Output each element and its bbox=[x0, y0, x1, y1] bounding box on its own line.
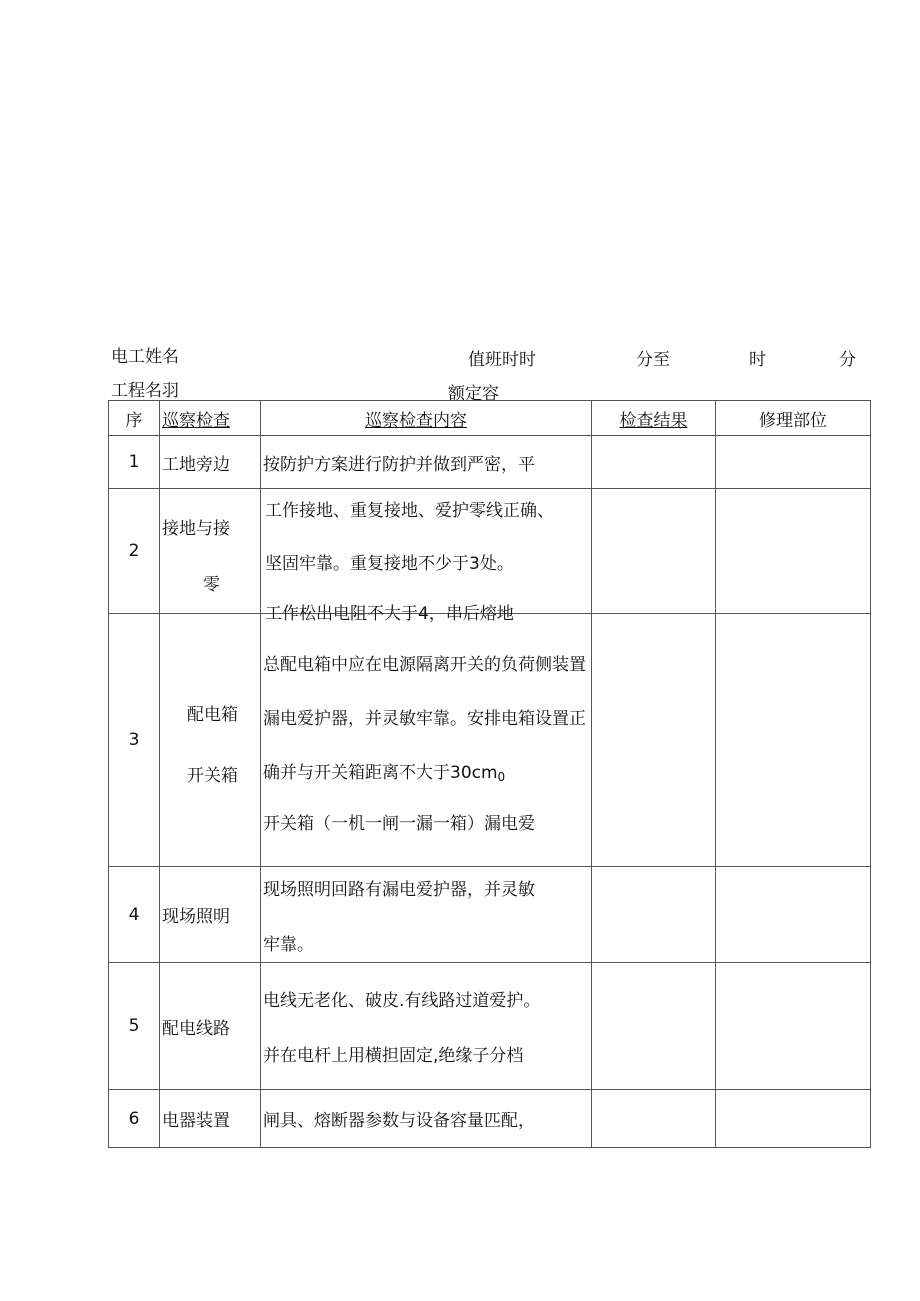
row-category bbox=[160, 614, 261, 867]
result-cell[interactable] bbox=[592, 1090, 716, 1148]
rated-capacity-label: 额定容 bbox=[448, 384, 499, 404]
electrician-name-label: 电工姓名 bbox=[111, 347, 179, 367]
content-line: 电线无老化、破皮.有线路过道爱护。 bbox=[263, 991, 541, 1011]
row-number: 2 bbox=[109, 489, 160, 614]
header-patrol-content-cell bbox=[261, 401, 592, 436]
table-row bbox=[109, 614, 871, 867]
header-patrol-item: 巡察检查 bbox=[162, 410, 230, 431]
result-cell[interactable] bbox=[592, 489, 716, 614]
content-subscript: 0 bbox=[497, 770, 506, 784]
category-line: 零 bbox=[203, 574, 220, 595]
repair-location-cell[interactable] bbox=[716, 614, 871, 867]
result-cell[interactable] bbox=[592, 436, 716, 489]
result-cell[interactable] bbox=[592, 867, 716, 963]
table-row bbox=[109, 489, 871, 614]
row-content bbox=[261, 436, 592, 489]
row-category bbox=[160, 963, 261, 1090]
content-line: 坚固牢靠。重复接地不少于3处。 bbox=[265, 554, 514, 574]
repair-location-cell[interactable] bbox=[716, 436, 871, 489]
row-number: 3 bbox=[109, 614, 160, 867]
project-name-label: 工程名羽 bbox=[111, 381, 179, 401]
header-seq: 序 bbox=[109, 401, 160, 436]
row-number: 4 bbox=[109, 867, 160, 963]
table-row bbox=[109, 963, 871, 1090]
content-line bbox=[263, 758, 591, 784]
row-content bbox=[261, 614, 592, 867]
table-row bbox=[109, 436, 871, 489]
content-clip bbox=[263, 489, 591, 624]
row-number: 5 bbox=[109, 963, 160, 1090]
row-category bbox=[160, 436, 261, 489]
result-cell[interactable] bbox=[592, 614, 716, 867]
minute-to-label: 分至 bbox=[636, 350, 670, 370]
row-category bbox=[160, 867, 261, 963]
content-line: 牢靠。 bbox=[263, 934, 314, 955]
row-content bbox=[261, 867, 592, 963]
category-line: 配电箱 bbox=[187, 705, 238, 725]
content-line: 漏电爱护器，并灵敏牢靠。安排电箱设置正 bbox=[263, 709, 586, 729]
category-line: 电器装置 bbox=[162, 1111, 230, 1131]
row-category bbox=[160, 1090, 261, 1148]
row-category bbox=[160, 489, 261, 614]
row-content bbox=[261, 489, 592, 624]
header-result: 检查结果 bbox=[619, 410, 688, 431]
repair-location-cell[interactable] bbox=[716, 963, 871, 1090]
content-line: 现场照明回路有漏电爱护器，并灵敏 bbox=[263, 879, 535, 900]
content-text: 确并与开关箱距离不大于30cm bbox=[263, 763, 498, 783]
minute-label: 分 bbox=[839, 350, 856, 370]
category-line: 接地与接 bbox=[162, 518, 230, 539]
duty-time-label: 值班时时 bbox=[468, 350, 536, 370]
header-result-cell bbox=[592, 401, 716, 436]
row-number: 1 bbox=[109, 436, 160, 489]
table-header-row bbox=[109, 401, 871, 436]
repair-location-cell[interactable] bbox=[716, 1090, 871, 1148]
repair-location-cell[interactable] bbox=[716, 867, 871, 963]
header-repair-location: 修理部位 bbox=[716, 401, 871, 436]
table-row bbox=[109, 867, 871, 963]
row-content bbox=[261, 963, 592, 1090]
category-line: 配电线路 bbox=[162, 1018, 230, 1039]
table-row bbox=[109, 1090, 871, 1148]
content-line: 按防护方案进行防护并做到严密，平 bbox=[263, 454, 535, 475]
content-line: 闸具、熔断器参数与设备容量匹配， bbox=[263, 1111, 535, 1131]
content-line: 并在电杆上用横担固定,绝缘子分档 bbox=[263, 1046, 524, 1066]
content-line: 工作接地、重复接地、爱护零线正确、 bbox=[265, 501, 554, 521]
category-line: 现场照明 bbox=[162, 907, 230, 927]
content-line: 总配电箱中应在电源隔离开关的负荷侧装置 bbox=[263, 655, 586, 675]
row-number: 6 bbox=[109, 1090, 160, 1148]
header-patrol-item-cell bbox=[160, 401, 261, 436]
result-cell[interactable] bbox=[592, 963, 716, 1090]
row-content bbox=[261, 1090, 592, 1148]
header-patrol-content: 巡察检查内容 bbox=[365, 410, 467, 431]
patrol-inspection-table bbox=[108, 400, 871, 1148]
hour-label: 时 bbox=[749, 350, 766, 370]
category-line: 工地旁边 bbox=[162, 454, 230, 475]
repair-location-cell[interactable] bbox=[716, 489, 871, 614]
content-line: 工作松出电阻不大于4，串后熔地 bbox=[265, 604, 514, 624]
content-line: 开关箱（一机一闸一漏一箱）漏电爱 bbox=[263, 814, 535, 834]
category-line: 开关箱 bbox=[187, 766, 238, 786]
